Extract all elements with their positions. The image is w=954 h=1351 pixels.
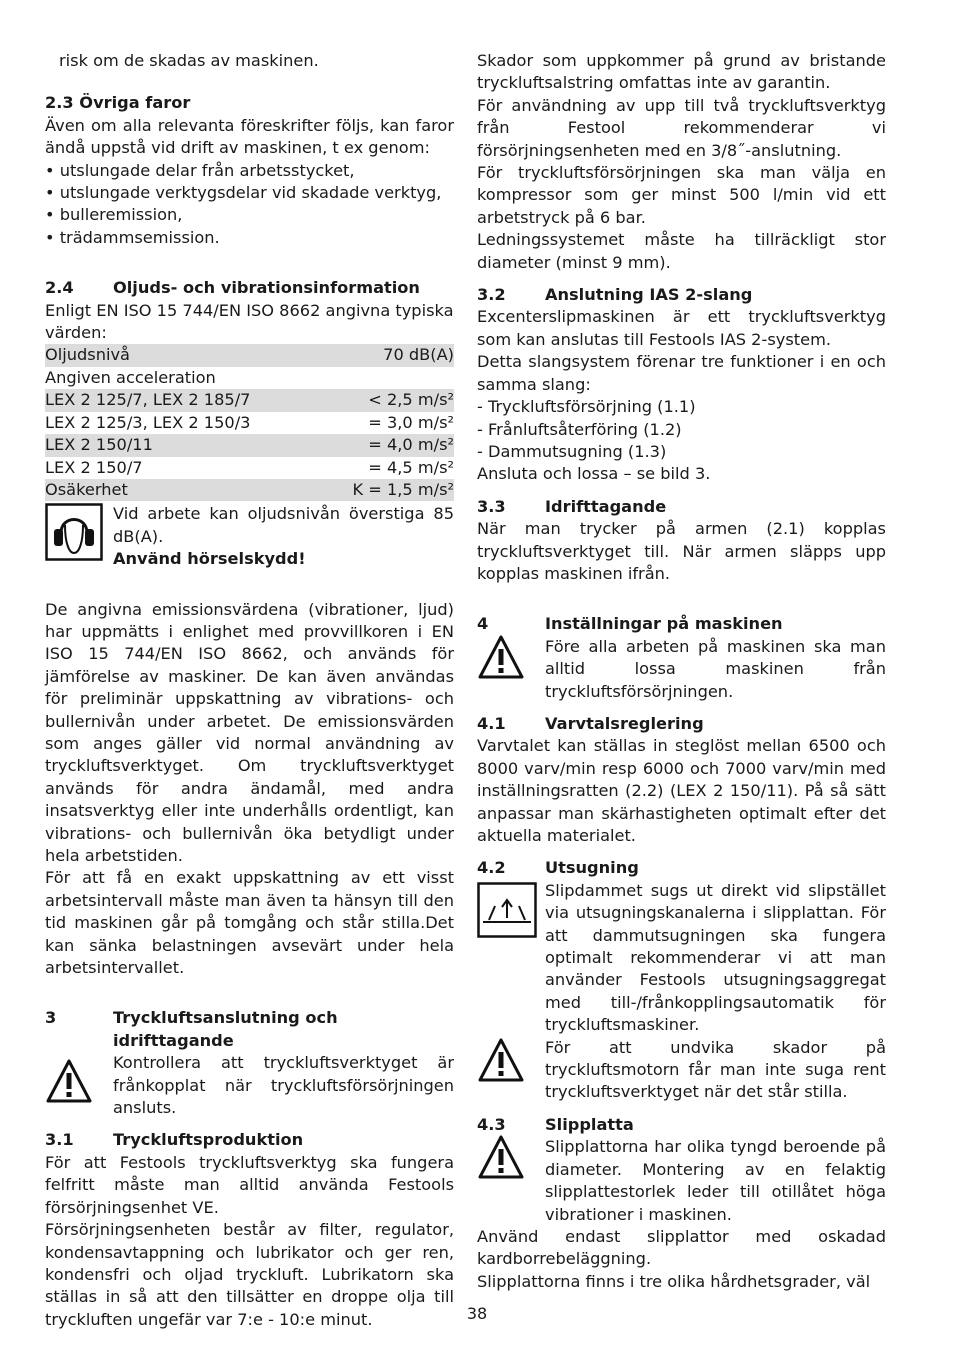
section-number: 3: [45, 1008, 57, 1028]
table-row: [45, 344, 454, 366]
section-4-2-heading: [477, 857, 886, 879]
warning-text: För att undvika skador på tryckluftsmotorn får man inte suga rent tryckluftsverktyget när det står stilla.: [545, 1037, 886, 1102]
section-title: Tryckluftsproduktion: [113, 1130, 304, 1150]
section-3-3-text: När man trycker på armen (2.1) kopplas tryckluftsverktyget till. När armen släpps upp kopplas maskinen ifrån.: [477, 519, 886, 583]
section-title: Idrifttagande: [545, 496, 667, 516]
hearing-warning-text: Vid arbete kan oljudsnivån överstiga 85 dB(A).: [113, 504, 454, 546]
row-label: LEX 2 125/7, LEX 2 185/7: [45, 390, 251, 410]
paragraph: Ledningssystemet måste ha tillräckligt stor diameter (minst 9 mm).: [477, 230, 886, 272]
intro-line: risk om de skadas av maskinen.: [59, 51, 319, 70]
section-4-heading: [477, 613, 886, 635]
row-label: Angiven acceleration: [45, 367, 216, 387]
section-number: 4.3: [477, 1114, 506, 1134]
section-title: Varvtalsreglering: [545, 713, 704, 733]
extraction-block: [477, 880, 886, 1037]
section-3-2-heading: [477, 284, 886, 306]
warning-block: [45, 1052, 454, 1119]
list-item: - Frånluftsåterföring (1.2): [477, 419, 682, 439]
page-number: 38: [466, 1304, 488, 1323]
paragraph: För tryckluftsförsörjningen ska man välja en kompressor som ger minst 500 l/min vid ett arbetstryck på 6 bar.: [477, 163, 886, 227]
warning-block: [477, 1037, 886, 1104]
hearing-protection-note: [45, 503, 454, 570]
section-2-3-title: 2.3 Övriga faror: [45, 93, 191, 113]
left-column: [45, 50, 454, 1331]
section-2-3-text: Även om alla relevanta föreskrifter följs, kan faror ändå uppstå vid drift av maskinen, t ex genom:: [45, 115, 454, 158]
table-row: [45, 434, 454, 456]
row-value: 70 dB(A): [383, 345, 454, 365]
hearing-protection-icon: [45, 503, 113, 570]
emission-paragraph-2: För att få en exakt uppskattning av ett visst arbetsintervall måste man även ta hänsyn till den tid maskinen går på tomgång och står stilla.Det kan sänka belastningen avsevärt under hela arbetsintervallet.: [45, 868, 454, 978]
section-4-3-para-2: Slipplattorna finns i tre olika hårdhetsgrader, väl: [477, 1271, 871, 1291]
section-title: Oljuds- och vibrationsinformation: [113, 278, 420, 298]
section-title: Anslutning IAS 2-slang: [545, 285, 753, 305]
section-number: 3.3: [477, 496, 506, 516]
section-4-3-para: Använd endast slipplattor med oskadad kardborrebeläggning.: [477, 1226, 886, 1269]
section-number: 4: [477, 614, 489, 634]
hearing-warning-bold: Använd hörselskydd!: [113, 549, 306, 569]
section-4-3-heading: [477, 1114, 886, 1136]
section-3-1-para: För att Festools tryckluftsverktyg ska fungera felfritt måste man alltid använda Festools försörjningsenhet VE.: [45, 1152, 454, 1217]
warning-triangle-icon: [477, 1136, 545, 1226]
section-number: 3.1: [45, 1130, 74, 1150]
row-value: = 3,0 m/s²: [368, 412, 454, 432]
section-3-2-para: Excenterslipmaskinen är ett tryckluftsverktyg som kan anslutas till Festools IAS 2-system.: [477, 307, 886, 349]
section-number: 4.2: [477, 858, 506, 878]
bullet-item: • trädammsemission.: [45, 227, 220, 247]
section-number: 2.4: [45, 278, 74, 298]
warning-block: [477, 1136, 886, 1226]
row-value: = 4,0 m/s²: [368, 435, 454, 455]
warning-text: Före alla arbeten på maskinen ska man alltid lossa maskinen från tryckluftsförsörjningen.: [545, 636, 886, 701]
table-row: [45, 412, 454, 434]
list-item: - Tryckluftsförsörjning (1.1): [477, 397, 696, 417]
section-3-heading: [45, 1007, 454, 1052]
row-value: < 2,5 m/s²: [368, 390, 454, 410]
warning-triangle-icon: [477, 636, 545, 703]
bullet-item: • utslungade verktygsdelar vid skadade verktyg,: [45, 183, 442, 203]
row-label: LEX 2 150/7: [45, 457, 143, 477]
section-3-2-para-3: Ansluta och lossa – se bild 3.: [477, 464, 711, 484]
paragraph: För användning av upp till två tryckluftsverktyg från Festool rekommenderar vi försörjningsenheten med en 3/8˝-anslutning.: [477, 95, 886, 160]
section-2-4-heading: [45, 277, 454, 299]
section-number: 4.1: [477, 713, 506, 733]
table-row: [45, 479, 454, 501]
section-3-2-para-2: Detta slangsystem förenar tre funktioner i en och samma slang:: [477, 352, 886, 394]
row-label: LEX 2 125/3, LEX 2 150/3: [45, 412, 251, 432]
warning-text: Slipplattorna har olika tyngd beroende på diameter. Montering av en felaktig slipplattestorlek leder till otillåtet höga vibrationer i maskinen.: [545, 1137, 886, 1224]
row-value: K = 1,5 m/s²: [352, 479, 454, 499]
row-label: LEX 2 150/11: [45, 435, 153, 455]
section-title: Slipplatta: [545, 1114, 634, 1134]
emission-paragraph: De angivna emissionsvärdena (vibrationer, ljud) har uppmätts i enlighet med provvillkoren i EN ISO 15 744/EN ISO 8662, och används för jämförelse av maskiner. De kan även användas för preliminär uppskattning av vibrations- och bullernivån under arbetet. De emissionsvärden som anges gäller vid normal användning av tryckluftsverktyget. Om tryckluftsverktyget används för andra ändamål, med andra insatsverktyg eller inte underhålls ordentligt, kan vibrations- och bullernivån öka betydligt under hela arbetstiden.: [45, 599, 454, 865]
table-row: [45, 367, 454, 389]
section-4-1-text: Varvtalet kan ställas in steglöst mellan 6500 och 8000 varv/min resp 6000 och 7000 varv/min med inställningsratten (2.2) (LEX 2 150/11). På så sätt anpassar man skärhastigheten optimalt efter det aktuella materialet.: [477, 736, 886, 845]
paragraph: Skador som uppkommer på grund av bristande tryckluftsalstring omfattas inte av garantin.: [477, 51, 886, 93]
section-4-2-text: Slipdammet sugs ut direkt vid slipstället via utsugningskanalerna i slipplattan. För att dammutsugningen ska fungera optimalt rekommenderar vi att man använder Festools utsugningsaggregat med till-/frånkopplingsautomatik för tryckluftsmaskiner.: [545, 880, 886, 1035]
section-number: 3.2: [477, 285, 506, 305]
list-item: - Dammutsugning (1.3): [477, 441, 667, 461]
section-title: Utsugning: [545, 858, 639, 878]
table-row: [45, 457, 454, 479]
row-value: = 4,5 m/s²: [368, 457, 454, 477]
section-title: Tryckluftsanslutning och idrifttagande: [113, 1008, 338, 1050]
section-3-1-para-2: Försörjningsenheten består av filter, regulator, kondensavtappning och lubrikator och ger ren, kondensfri och oljad tryckluft. Lubrikatorn ska ställas in så att den tillsätter en droppe olja till tryckluften ungefär var 7:e - 10:e minut.: [45, 1220, 454, 1329]
section-2-4-intro: Enligt EN ISO 15 744/EN ISO 8662 angivna typiska värden:: [45, 300, 454, 343]
section-4-1-heading: [477, 713, 886, 735]
section-title: Inställningar på maskinen: [545, 614, 783, 634]
section-3-3-heading: [477, 496, 886, 518]
row-label: Osäkerhet: [45, 479, 128, 499]
right-column: [477, 50, 886, 1293]
warning-triangle-icon: [477, 1037, 545, 1104]
bullet-item: • bulleremission,: [45, 205, 183, 225]
warning-text: Kontrollera att tryckluftsverktyget är frånkopplat när tryckluftsförsörjningen ansluts.: [113, 1053, 454, 1118]
table-row: [45, 389, 454, 411]
bullet-item: • utslungade delar från arbetsstycket,: [45, 160, 355, 180]
warning-block: [477, 636, 886, 703]
dust-extraction-icon: [477, 880, 545, 1037]
row-label: Oljudsnivå: [45, 345, 130, 365]
section-3-1-heading: [45, 1129, 454, 1151]
emission-table: [45, 344, 454, 501]
warning-triangle-icon: [45, 1052, 113, 1119]
